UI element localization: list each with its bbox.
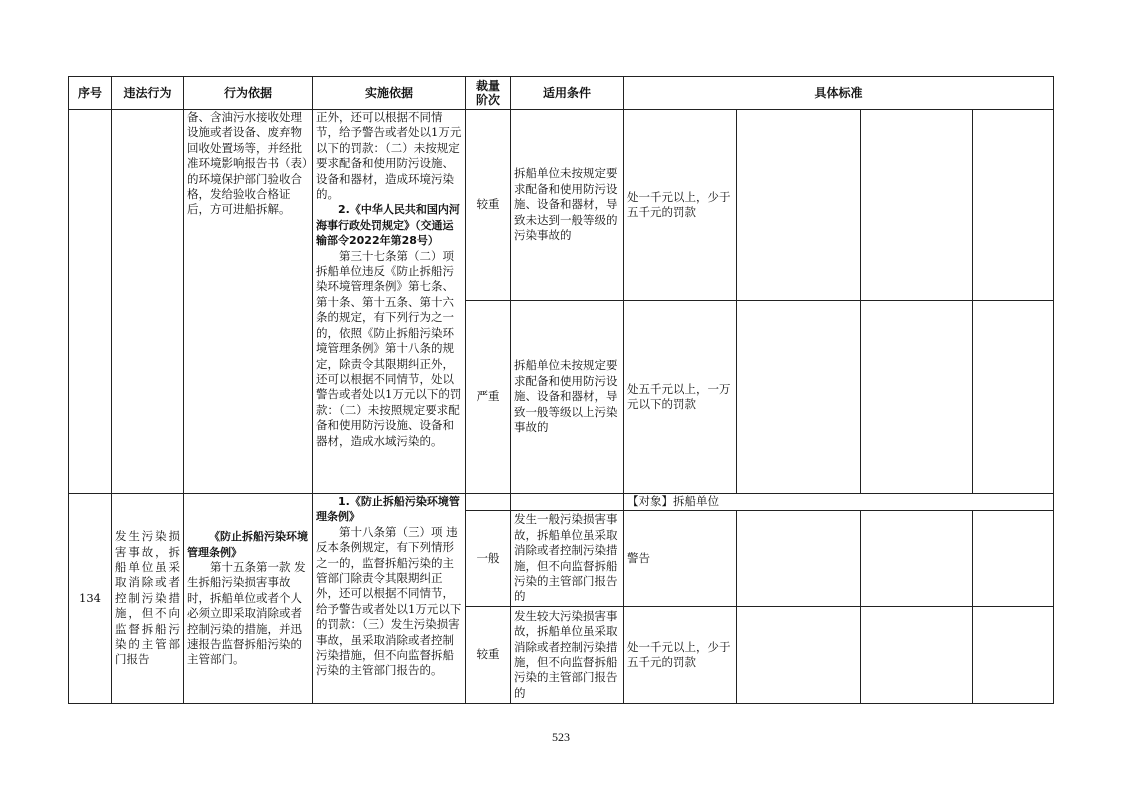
empty-cell <box>973 511 1054 607</box>
header-impl: 实施依据 <box>313 77 466 110</box>
empty-cell <box>973 607 1054 704</box>
standard-cell: 处一千元以上，少于五千元的罚款 <box>624 110 737 301</box>
item-behavior: 发生污染损害事故，拆船单位虽采取消除或者控制污染措施，但不向监督拆船污染的主管部门报告 <box>112 494 184 704</box>
condition-cell: 发生一般污染损害事故，拆船单位虽采取消除或者控制污染措施，但不向监督拆船污染的主管部门报告的 <box>511 511 624 607</box>
item-basis-body: 第十五条第一款 发生拆船污染损害事故时，拆船单位或者个人必须立即采取消除或者控制污染的措施，并迅速报告监督拆船污染的主管部门。 <box>187 559 306 667</box>
cont-impl-title: 2.《中华人民共和国内河海事行政处罚规定》（交通运输部令2022年第28号） <box>316 203 460 248</box>
header-behavior: 违法行为 <box>112 77 184 110</box>
item-basis-title: 《防止拆船污染环境管理条例》 <box>187 530 308 559</box>
empty-cell <box>466 494 511 511</box>
table-row <box>69 494 1054 511</box>
empty-cell <box>861 110 973 301</box>
header-level: 裁量 阶次 <box>466 77 511 110</box>
cont-basis-text: 备、含油污水接收处理设施或者设备、废弃物回收处置场等，并经批准环境影响报告书（表）的环境保护部门验收合格，发给验收合格证后，方可进船拆解。 <box>187 110 308 217</box>
standard-cell: 警告 <box>624 511 737 607</box>
cont-behavior-cell <box>112 110 184 494</box>
cont-impl-p1: 正外，还可以根据不同情节，给予警告或者处以1万元以下的罚款：（二）未按规定要求配备和使用防污设施、设备和器材，造成环境污染的。 <box>316 110 462 202</box>
cont-impl-cell <box>313 110 466 494</box>
standard-cell: 处五千元以上，一万元以下的罚款 <box>624 301 737 494</box>
level-cell: 严重 <box>466 301 511 494</box>
condition-cell: 拆船单位未按规定要求配备和使用防污设施、设备和器材，导致一般等级以上污染事故的 <box>511 301 624 494</box>
object-cell: 【对象】拆船单位 <box>624 494 1054 511</box>
item-seq: 134 <box>69 494 112 704</box>
empty-cell <box>737 110 861 301</box>
empty-cell <box>511 494 624 511</box>
item-basis-cell <box>184 494 313 704</box>
empty-cell <box>973 301 1054 494</box>
header-seq: 序号 <box>69 77 112 110</box>
penalty-standard-table <box>68 76 1054 704</box>
empty-cell <box>737 511 861 607</box>
header-row <box>69 77 1054 110</box>
cont-basis-cell <box>184 110 313 494</box>
empty-cell <box>861 301 973 494</box>
header-std: 具体标准 <box>624 77 1054 110</box>
condition-cell: 发生较大污染损害事故，拆船单位虽采取消除或者控制污染措施，但不向监督拆船污染的主管部门报告的 <box>511 607 624 704</box>
table-row <box>69 110 1054 301</box>
level-cell: 一般 <box>466 511 511 607</box>
item-impl-title: 1.《防止拆船污染环境管理条例》 <box>316 495 460 524</box>
empty-cell <box>973 110 1054 301</box>
level-cell: 较重 <box>466 607 511 704</box>
item-impl-body: 第十八条第（三）项 违反本条例规定，有下列情形之一的，监督拆船污染的主管部门除责令其限期纠正外，还可以根据不同情节，给予警告或者处以1万元以下的罚款：（三）发生污染损害事故，虽采取消除或者控制污染措施，但不向监督拆船污染的主管部门报告的。 <box>316 524 462 678</box>
standard-cell: 处一千元以上，少于五千元的罚款 <box>624 607 737 704</box>
header-basis: 行为依据 <box>184 77 313 110</box>
empty-cell <box>861 511 973 607</box>
page-number: 523 <box>552 730 570 744</box>
empty-cell <box>737 301 861 494</box>
condition-cell: 拆船单位未按规定要求配备和使用防污设施、设备和器材，导致未达到一般等级的污染事故的 <box>511 110 624 301</box>
cont-seq-cell <box>69 110 112 494</box>
empty-cell <box>737 607 861 704</box>
level-cell: 较重 <box>466 110 511 301</box>
item-impl-cell <box>313 494 466 704</box>
header-cond: 适用条件 <box>511 77 624 110</box>
cont-impl-p2: 第三十七条第（二）项 拆船单位违反《防止拆船污染环境管理条例》第七条、第十条、第十五条、第十六条的规定，有下列行为之一的，依照《防止拆船污染环境管理条例》第十八条的规定，除责令其限期纠正外，还可以根据不同情节，处以警告或者处以1万元以下的罚款：（二）未按照规定要求配备和使用防污设施、设备和器材，造成水域污染的。 <box>316 248 462 448</box>
empty-cell <box>861 607 973 704</box>
